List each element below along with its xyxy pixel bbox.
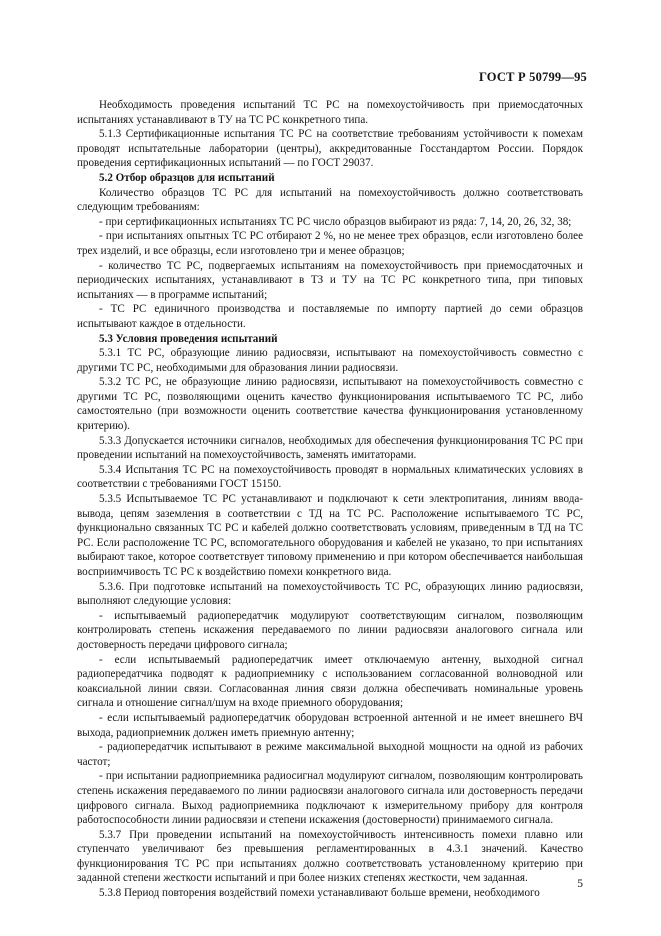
- list-item: - испытываемый радиопередатчик модулируют соответствующим сигналом, позволяющим контролировать степень искажения передаваемого по линии радиосвязи аналогового сигнала или достоверность передачи цифрового сигнала;: [77, 609, 583, 651]
- section-heading: 5.2 Отбор образцов для испытаний: [99, 171, 275, 184]
- paragraph: 5.1.3 Сертификационные испытания ТС РС на соответствие требованиям устойчивости к помехам проводят испытательные лаборатории (центры), аккредитованные Госстандартом России. Порядок проведения сертификационных испытаний — по ГОСТ 29037.: [77, 128, 583, 170]
- paragraph: 5.3.6. При подготовке испытаний на помехоустойчивость ТС РС, образующих линию радиосвязи, выполняют следующие условия:: [77, 580, 583, 608]
- paragraph: 5.3.8 Период повторения воздействий помехи устанавливают больше времени, необходимого: [99, 887, 540, 900]
- paragraph: 5.3.4 Испытания ТС РС на помехоустойчивость проводят в нормальных климатических условиях в соответствии с требованиями ГОСТ 15150.: [77, 463, 583, 491]
- list-item: - при испытании радиоприемника радиосигнал модулируют сигналом, позволяющим контролировать степень искажения передаваемого по линии радиосвязи аналогового сигнала или достоверность передачи цифрового сигнала. Выход радиоприемника подключают к измерительному прибору для контроля работоспособности линии радиосвязи и степени искажения (достоверности) принимаемого сигнала.: [77, 770, 583, 827]
- page-number: 5: [577, 878, 583, 890]
- document-body: [77, 98, 583, 901]
- paragraph: Необходимость проведения испытаний ТС РС на помехоустойчивость при приемосдаточных испытаниях устанавливают в ТУ на ТС РС конкретного типа.: [77, 99, 583, 126]
- document-code-header: ГОСТ Р 50799—95: [478, 70, 587, 84]
- section-heading: 5.3 Условия проведения испытаний: [99, 332, 278, 345]
- list-item: - количество ТС РС, подвергаемых испытаниям на помехоустойчивость при приемосдаточных и периодических испытаниях, устанавливают в ТЗ и ТУ на ТС РС конкретного типа, при типовых испытаниях — в программе испытаний;: [77, 259, 583, 301]
- list-item: - если испытываемый радиопередатчик имеет отключаемую антенну, выходной сигнал радиопередатчика подводят к радиоприемнику с использованием согласованной волноводной или коаксиальной линии связи. Согласованная линия связи должна обеспечивать номинальные уровень сигнала и отношение сигнал/шум на входе приемного оборудования;: [77, 653, 583, 710]
- paragraph: Количество образцов ТС РС для испытаний на помехоустойчивость должно соответствовать следующим требованиям:: [77, 186, 583, 214]
- paragraph: 5.3.1 ТС РС, образующие линию радиосвязи, испытывают на помехоустойчивость совместно с другими ТС РС, необходимыми для образования линии радиосвязи.: [77, 347, 583, 374]
- paragraph: 5.3.3 Допускается источники сигналов, необходимых для обеспечения функционирования ТС РС при проведении испытаний на помехоустойчивость, заменять имитаторами.: [77, 434, 583, 462]
- list-item: - при сертификационных испытаниях ТС РС число образцов выбирают из ряда: 7, 14, 20, 26, 32, 38;: [99, 215, 572, 228]
- list-item: - при испытаниях опытных ТС РС отбирают 2 %, но не менее трех образцов, если изготовлено более трех изделий, и все образцы, если изготовлено три и менее образцов;: [77, 230, 583, 257]
- list-item: - радиопередатчик испытывают в режиме максимальной выходной мощности на одной из рабочих частот;: [77, 741, 583, 768]
- paragraph: 5.3.7 При проведении испытаний на помехоустойчивость интенсивность помехи плавно или ступенчато увеличивают без превышения регламентированных в 4.3.1 значений. Качество функционирования ТС РС при испытаниях должно соответствовать установленному критерию при заданной степени жесткости испытаний и при более низких степенях жесткости, чем заданная.: [77, 828, 583, 885]
- list-item: - ТС РС единичного производства и поставляемые по импорту партией до семи образцов испытывают каждое в отдельности.: [77, 303, 583, 330]
- paragraph: 5.3.2 ТС РС, не образующие линию радиосвязи, испытывают на помехоустойчивость совместно с другими ТС РС, позволяющими оценить качество функционирования испытываемого ТС РС, либо самостоятельно (при возможности оценить соответствие качества функционирования установленному критерию).: [77, 376, 583, 433]
- paragraph: 5.3.5 Испытываемое ТС РС устанавливают и подключают к сети электропитания, линиям ввода-вывода, цепям заземления в соответствии с ТД на ТС РС. Расположение испытываемого ТС РС, функционально связанных ТС РС и кабелей должно соответствовать условиям, приведенным в ТД на ТС РС. Если расположение ТС РС, вспомогательного оборудования и кабелей не указано, то при испытаниях выбирают такое, которое соответствует типовому применению и при котором обеспечивается наибольшая восприимчивость ТС РС к воздействию помехи конкретного вида.: [77, 493, 583, 578]
- list-item: - если испытываемый радиопередатчик оборудован встроенной антенной и не имеет внешнего ВЧ выхода, радиоприемник должен иметь приемную антенну;: [77, 711, 583, 739]
